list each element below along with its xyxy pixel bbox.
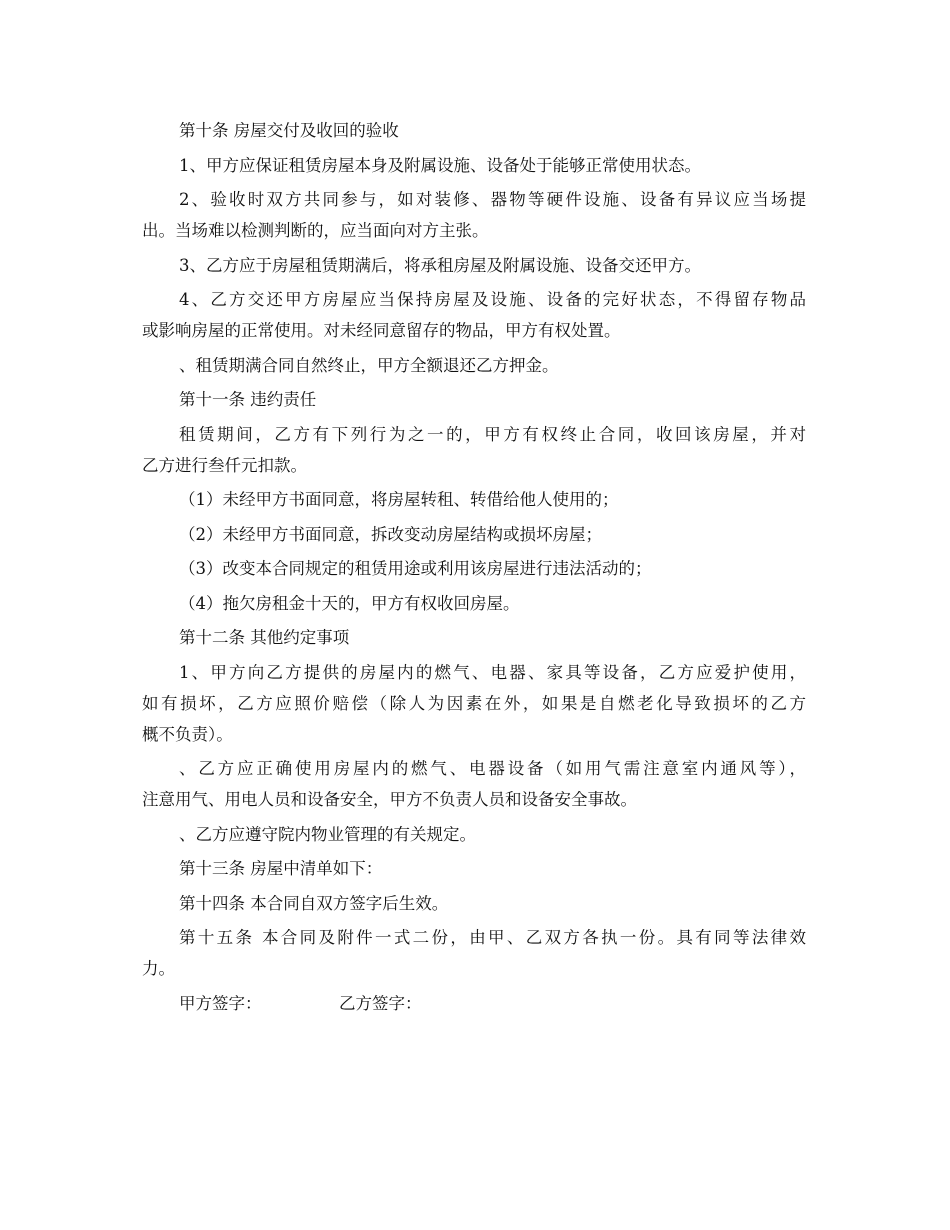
article-10-clause-5: 、租赁期满合同自然终止，甲方全额退还乙方押金。 [179,355,559,375]
article-12-clause-2-line-2: 注意用气、用电人员和设备安全，甲方不负责人员和设备安全事故。 [142,790,637,809]
contract-page [142,115,806,1019]
article-10-clause-3: 3、乙方应于房屋租赁期满后，将承租房屋及附属设施、设备交还甲方。 [179,255,701,275]
signature-row [142,988,806,1019]
article-12-clause-1-line-2: 如有损坏，乙方应照价赔偿（除人为因素在外，如果是自燃老化导致损坏的乙方 [142,693,806,713]
party-b-signature-label: 乙方签字： [339,993,422,1013]
article-11-item-4: （4）拖欠房租金十天的，甲方有权收回房屋。 [179,593,520,613]
article-10-clause-2-line-2: 出。当场难以检测判断的，应当面向对方主张。 [142,221,489,240]
article-10-clause-4-line-2: 或影响房屋的正常使用。对未经同意留存的物品，甲方有权处置。 [142,321,621,340]
article-11-title: 第十一条 违约责任 [179,390,317,409]
article-10-clause-4-line-1: 4、乙方交还甲方房屋应当保持房屋及设施、设备的完好状态，不得留存物品 [179,290,806,309]
article-10-clause-1: 1、甲方应保证租赁房屋本身及附属设施、设备处于能够正常使用状态。 [179,155,701,175]
article-14-title: 第十四条 本合同自双方签字后生效。 [179,893,449,913]
article-13-title: 第十三条 房屋中清单如下： [179,859,383,878]
article-11-item-2: （2）未经甲方书面同意，拆改变动房屋结构或损坏房屋； [179,524,602,544]
article-10-title: 第十条 房屋交付及收回的验收 [179,121,399,140]
article-11-intro-line-1: 租赁期间，乙方有下列行为之一的，甲方有权终止合同，收回该房屋，并对 [179,424,806,444]
article-12-title: 第十二条 其他约定事项 [179,628,350,647]
article-11-item-1: （1）未经甲方书面同意，将房屋转租、转借给他人使用的； [179,490,619,509]
article-12-clause-1-line-1: 1、甲方向乙方提供的房屋内的燃气、电器、家具等设备，乙方应爱护使用， [179,662,806,682]
article-11-intro-line-2: 乙方进行叁仟元扣款。 [142,455,307,475]
article-15-line-1: 第十五条 本合同及附件一式二份，由甲、乙双方各执一份。具有同等法律效 [179,928,806,947]
article-10-clause-2-line-1: 2、验收时双方共同参与，如对装修、器物等硬件设施、设备有异议应当场提 [179,190,806,209]
article-12-clause-3: 、乙方应遵守院内物业管理的有关规定。 [179,824,476,844]
party-a-signature-label: 甲方签字： [179,993,262,1013]
article-11-item-3: （3）改变本合同规定的租赁用途或利用该房屋进行违法活动的； [179,559,652,578]
article-12-clause-1-line-3: 概不负责）。 [142,724,233,744]
article-15-line-2: 力。 [142,959,175,978]
article-12-clause-2-line-1: 、乙方应正确使用房屋内的燃气、电器设备（如用气需注意室内通风等）， [179,759,806,778]
